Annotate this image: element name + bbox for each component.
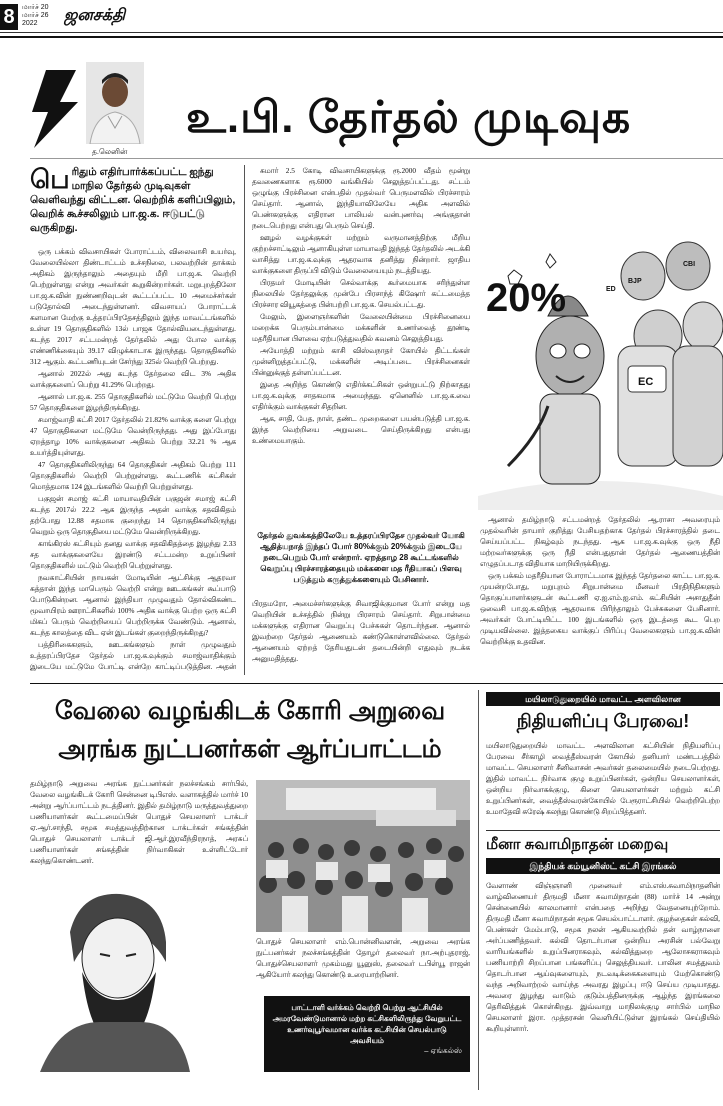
news3-body: வேளாண் விஞ்ஞானி முனைவர் எம்.எஸ்.சுவாமிநாதனின் வாழ்விணையர் திருமதி மீனா சுவாமிநாதன் (88) மார்ச் 14 அன்று சென்னையில் காலமானார் என்பதை அறிந்து வேதனையுற்றோம். திருமதி மீனா சுவாமிநாதன் சமூக செயல்பாட்டாளர். குழந்தைகள் கல்வி, பெண்கள் மேம்பாடு, சமூக நலன் ஆகியவற்றில் தன் வாழ்நாளை அர்ப்பணித்தவர். கல்வி தொடர்பான ஒன்றிய அரசின் பல்வேறு வாரியங்களில் உறுப்பினராகவும், கல்வித்துறை ஆலோசகராகவும் பணியாற்றி சிறப்பான பங்களிப்பு செலுத்தியவர். பாலின சமத்துவம் தொடர்பான ஆய்வுகளையும், நடவடிக்கைகளையும் மேற்கொண்டு வந்த அறிவாற்றல் வாய்ந்த அவரது இழப்பு ஈடு செய்ய முடியாதது. அவரை இழந்து வாடும் குடும்பத்தினருக்கு ஆழ்ந்த இரங்கலை தெரிவித்துக் கொள்கிறது. இவ்வாறு மாநிலக்குழு சார்பில் மாநில செயலாளர் இரா. முத்தரசன் வெளியிட்டுள்ள இரங்கல் செய்தியில் கூறியுள்ளார். [486, 881, 720, 1033]
lightning-bolt-icon [28, 68, 84, 150]
issue-date [22, 4, 60, 28]
col1-paragraph: காங்கிரஸ் கட்சியும் தனது வாக்கு சதவிகிதத்தை இழந்து 2.33 சத வாக்குகளையே இரண்டு சட்டமன்ற உறுப்பினர் தொகுதிகளில் மட்டும் வெற்றி பெற்றுள்ளது. [30, 539, 236, 570]
lead-column-1 [30, 246, 236, 674]
lightning-logo [28, 68, 84, 150]
engels-quote: பாட்டாளி வர்க்கம் வெற்றி பெற்று ஆட்சியில் அமரவேண்டுமானால் மற்ற கட்சிகளிலிருந்து வேறுபட்ட உணர்வுபூர்வமான வர்க்க கட்சியின் செயல்பாடு அவசியம் [272, 1003, 462, 1045]
news2-body: மயிலாடுதுறையில் மாவட்ட அளவிலான கட்சியின் நிதியளிப்பு பேரவை சீர்காழி வைத்தீஸ்வரன் கோயில் தனியார் மண்டபத்தில் மாவட்ட செயலாளர் சீனிவாசன் அவர்கள் தலைமையில் நடைபெற்றது. இதில் மாவட்ட நிர்வாக குழு உறுப்பினர்கள், ஒன்றிய செயலாளர்கள், ஒன்றிய நிர்வாகக்குழு, கிளை செயலாளர்கள் மற்றும் கட்சி உறுப்பினர்கள், வைத்தீஸ்வரன்கோயில் பேரூராட்சியில் வெற்றிபெற்ற உமாதேவி சுரேஷ் கலந்து கொண்டு சிறப்பித்தனர். [486, 741, 720, 816]
news1-headline-1: வேலை வழங்கிடக் கோரி அறுவை [54, 697, 446, 725]
cartoon-label-bjp: BJP [628, 278, 642, 285]
intro-text: ரிதும் எதிர்பார்க்கப்பட்ட ஐந்து மாநில தேர்தல் முடிவுகள் வெளிவந்து விட்டன. வெற்றிக் களிப்பிலும், வெறிக் கூச்சலிலும் பா.ஜ.க. ஈடுபட்டு வருகிறது. [30, 166, 236, 234]
pull-quote: தேர்தல் துவக்கத்திலேயே உத்தரப்பிரதேச முதல்வர் யோகி ஆதித்யநாத் இந்தப் போர் 80%க்கும் 20%க்கும் இடையே நடைபெறும் போர் என்றார். ஏறத்தாழ 28 கூட்டங்களில் வெறுப்பு பிரச்சாரத்தையும் மக்களை மத ரீதியாகப் பிளவு படுத்தும் கருத்துக்களையும் பேசினார். [257, 531, 465, 584]
date-line-2: மார்ச் 26 [22, 12, 49, 19]
news3-rule [486, 830, 720, 831]
lead-header-rule [30, 158, 723, 159]
engels-attribution: – ஏங்கல்ஸ் [424, 1046, 462, 1055]
col2-paragraph: அயோத்தி மற்றும் காசி விஸ்வநாதர் கோயில் திட்டங்கள் முன்னிறுத்தப்பட்டு, மக்களின் அடிப்படை பிரச்சினைகள் பின்னுக்குத் தள்ளப்பட்டன. [252, 346, 470, 377]
col2-paragraph: சுமார் 2.5 கோடி விவசாயிகளுக்கு ரூ.2000 வீதம் மூன்று தவணைகளாக ரூ.6000 வங்கியில் செலுத்தப்பட்டது. சட்டம் ஒழுங்கு பிரச்சினை என்பதில் முதல்வர் பெருமளவில் பிரச்சாரம் செய்தார். ஆனால், இந்தியாவிலேயே அதிக அளவில் பெண்களுக்கு எதிரான பாலியல் வன்புணர்வு அங்குதான் நடைபெற்றது என்பது பெரும் செய்தி. [252, 166, 470, 230]
lead-column-2-continued: பிரதமரோ, அமைச்சர்களுக்கு சிவாஜிக்குமான போர் என்று மத வெறியின் உச்சத்தில் நின்று பிரசாரம் செய்தார். சிறுபான்மை மக்களுக்கு எதிரான வெறுப்பு பேச்சுகள் தொடர்ந்தன. ஆனால் இவற்றை தேர்தல் ஆணையம் கண்டுகொள்ளவில்லை. தேர்தல் ஆணையம் ஏற்றத் தேரியதுடன் தடையின்றி எதுவும் நடக்க அனுமதித்தது. [252, 599, 470, 663]
masthead-rule [0, 32, 723, 33]
cartoon-illustration-icon [478, 166, 723, 510]
cartoon-label-ec: EC [638, 376, 654, 388]
section-rule [30, 683, 723, 684]
col1-paragraph: ஒரு பக்கம் விவசாயிகள் போராட்டம், விலைவாசி உயர்வு, வேலையில்லா திண்டாட்டம் உச்சநிலை, பலவற்றின் தாக்கம் அதிகம் இருந்தாலும் அதையும் மீறி பா.ஜ.க. வெற்றி பெற்றுள்ளது என்று அவர்கள் கூறுகின்றார்கள். மறுபுறத்திலோ பா.ஜ.க.வின் நுண்ணறிவுடன் கூட்டப்பட்ட 10 அமைச்சர்கள் படுதோல்வி அடைந்துள்ளனர். விவசாயப் போராட்டக் களமான மேற்கு உத்தரப்பிரதேசத்திலும் இந்த மாவட்டங்களில் உள்ள 19 தொகுதிகளில் 13ல் பாஜக தோல்வியடைந்துள்ளது. கடந்த 2017 சட்டமன்றத் தேர்தலில் அது போல வாக்கு எண்ணிக்கையும் 39.17 விழுக்காடாக இருந்தது. தொகுதிகளில் 312 ஆகும். கூட்டணியுடன் சேர்ந்து 325ல் வெற்றி பெற்றது. [30, 247, 236, 366]
col1-paragraph: ஆனால் 2022ல் அது கடந்த தேர்தலை விட 3% அதிக வாக்குகளைப் பெற்று 41.29% பெற்றது. [30, 369, 236, 389]
lead-column-3 [480, 514, 720, 674]
col1-paragraph: பத்திரிகைகளும், ஊடகங்களும் நாள் முழுவதும் உத்தரப்பிரதேச தேர்தல் பா.ஜ.க.வுக்கும் சமாஜ்வாதிக்கும் இடையே மட்டுமே போட்டி என்றே காட்டிப்படுத்தின. அதன் [30, 640, 236, 671]
col2-paragraph: ஊழல் வழக்குகள் மற்றும் வருமானத்திற்கு மீறிய குற்றச்சாட்டிலும் ஆளாகியுள்ள மாயாவதி இந்தத் தேர்தலில் அடக்கி வாசித்து பா.ஜ.க.வுக்கு ஆதரவாக தனித்து நின்றார். ஜாதிய வாக்குகளை திருப்பி விடும் வேலையையும் நடத்தியது. [252, 233, 470, 275]
news1-headline-2: அரங்க நுட்பனர்கள் ஆர்ப்பாட்டம் [58, 735, 442, 763]
protest-photo-icon [256, 780, 470, 932]
editorial-cartoon [478, 166, 723, 510]
lead-headline: உ.பி. தேர்தல் முடிவுக [186, 93, 632, 142]
paper-name: ஜனசக்தி [64, 7, 126, 24]
masthead-rule-bottom [0, 36, 723, 38]
date-line-1: மார்ச் 20 [22, 4, 49, 11]
masthead [0, 0, 723, 56]
news3-subhead: இந்தியக் கம்யூனிஸ்ட் கட்சி இரங்கல் [486, 858, 720, 874]
col2-paragraph: இதை அறிந்த கொண்டு எதிர்க்கட்சிகள் ஒன்றுபட்டு நிற்காதது பா.ஜ.க.வுக்கு சாதகமாக அமைந்தது. ஏனெனில் பா.ஜ.க.வை எதிர்க்கும் வாக்குகள் சிதறின. [252, 380, 470, 411]
author-photo [86, 62, 144, 144]
date-line-3: 2022 [22, 20, 38, 27]
col2-paragraph: ஆக, சாதி, பேத, நாள், தண்ட முறைகளை பயன்படுத்தி பா.ஜ.க. இந்த வெற்றியை அறுவடை செய்திருக்கிறது என்பது உண்மையாகும். [252, 414, 470, 445]
column-divider [244, 165, 245, 675]
news2-kicker: மயிலாடுதுறையில் மாவட்ட அளவிலான [486, 692, 720, 706]
news3-headline: மீனா சுவாமிநாதன் மறைவு [486, 836, 669, 853]
cartoon-label-ed: ED [606, 286, 616, 293]
engels-quote-box [264, 996, 470, 1072]
author-portrait-icon [86, 62, 144, 144]
col1-paragraph: பகுஜன் சமாஜ் கட்சி மாயாவதியின் பகுஜன் சமாஜ் கட்சி கடந்த 2017ல் 22.2 ஆக இருந்த அதன் வாக்கு சதவிகிதம் தற்போது 12.88 சதமாக குறைந்து 14 தொகுதிகளிலிருந்து வெறும் ஒரு தொகுதியை மட்டுமே வென்றிருக்கிறது. [30, 494, 236, 536]
lead-intro [30, 165, 236, 243]
col2-paragraph: மேலும், இளைஞர்களின் வேலையின்மை பிரச்சினையை மறைக்க பெரும்பான்மை மக்களின் உணர்வைத் தூண்டி மதரீதியான பிளவை ஏற்படுத்துவதில் கவனம் செலுத்தியது. [252, 312, 470, 343]
news1-photo-caption: பொதுச் செயலாளர் எம்.பொன்னிவளன், அறுவை அரங்க நுட்பனர்கள் நலச்சங்கத்தின் தோழர் தலைவர் நா.அற்புதராஜ், பொதுச்செயலாளர் முகம்மது யூனுஸ், தலைவர் டபிள்யூ ராஜன் ஆகியோர் கலந்து கொண்டு உரையாற்றினர். [256, 937, 470, 979]
cartoon-percent-label: 20% [486, 276, 567, 320]
column-divider [478, 690, 479, 1090]
engels-portrait-icon [30, 872, 198, 1072]
col1-paragraph: 47 தொகுதிகளிலிருந்து 64 தொகுதிகள் அதிகம் பெற்று 111 தொகுதிகளில் வெற்றி பெற்றுள்ளது. கூட்டணிக் கட்சிகள் மொத்தமாக 124 இடங்களில் வெற்றி பெற்றுள்ளது. [30, 460, 236, 491]
author-name: த.லெனின் [92, 147, 128, 156]
news1-body: தமிழ்நாடு அறுவை அரங்க நுட்பனர்கள் நலச்சங்கம் சார்பில், வேலை வழங்கிடக் கோரி சென்னை டிபிஎஸ். வளாகத்தில் மார்ச் 10 அன்று ஆர்ப்பாட்டம் நடத்தினர். இதில் தமிழ்நாடு மருத்துவத்துறை பணியாளர்கள் கூட்டமைப்பின் பொதுச் செயலாளர் டாக்டர் ஏ.ஆர்.சாந்தி, சமூக சமத்துவத்திற்கான டாக்டர்கள் சங்கத்தின் பொதுச் செயலாளர் டாக்டர் ஜி.ஆர்.இரவீந்திரநாத், அரசுப் பணியாளர்கள் சங்கத்தின் நிர்வாகிகள் உள்ளிட்டோர் கலந்துகொண்டனர். [30, 779, 248, 865]
col1-paragraph: சமாஜ்வாதி கட்சி 2017 தேர்தலில் 21.82% வாக்கு களை பெற்று 47 தொகுதிகளை மட்டுமே வென்றிருந்தது. அது இப்போது ஏறத்தாழ 10% வாக்குகளை அதிகம் பெற்று 32.21 % ஆக உயர்த்தியுள்ளது. [30, 415, 236, 457]
col1-paragraph: நவகாட்சியின் நாயகன் மோடியின் ஆட்சிக்கு ஆதரவா கத்தான் இந்த மாபெரும் வெற்றி என்று ஊடகங்கள் கூப்பாடு போடுகின்றன. ஆனால் இந்தியா முழுவதும் தோல்விகண்ட மூவாயிரம் ஊராட்சிகளில் 100% அதிக வாக்கு பெற்ற ஒரு கட்சி மிகப் பெரும் வெற்றியைப் பெற்றிருக்க வேண்டும். ஆனால், கடந்த காலத்தை விட ஏன் இடங்கள் குறைந்திருக்கிறது? [30, 573, 236, 637]
lead-column-2 [252, 165, 470, 527]
news2-headline: நிதியளிப்பு பேரவை! [516, 711, 690, 731]
col3-paragraph: ஆனால் தமிழ்நாடு சட்டமன்றத் தேர்தலில் ஆ.ராசா அவரையும் முதல்வரின் தாயார் குறித்து பேசியதற்காக தேர்தல் பிரச்சாரத்தில் தடை செய்யப்பட்ட நிகழ்வும் நடந்தது. ஆக பா.ஜ.க.வுக்கு ஒரு நீதி மற்றவர்களுக்கு ஒரு நீதி என்பதுதான் தேர்தல் ஆணையத்தின் எழுதப்படாத விதியாக மாறியிருக்கிறது. [480, 515, 720, 568]
page-number: 8 [0, 4, 18, 30]
intro-dropcap: பெ [30, 165, 70, 194]
col2-paragraph: பிரதமர் மோடியின் செல்வாக்கு கூர்மையாக சரிந்துள்ள நிலையில் தேர்தலுக்கு முன்பே பிரசாந்த் கிஷோர் கட்டமைத்த பிரச்சார வியூகத்தை பின்பற்றி பா.ஜ.க. செயல்பட்டது. [252, 278, 470, 309]
cartoon-label-cbi: CBI [683, 261, 696, 268]
col3-paragraph: ஒரு பக்கம் மதரீதியான போராட்டமாக இந்தத் தேர்தலை காட்ட பா.ஜ.க. முயன்றபோது, மறுபுறம் சிறுபான்மை மீனவர் பிரதிநிதிகளும் தொகுப்பாளர்களுடன் கூட்டணி ஏ.ஐ.எம்.ஐ.எம். கட்சியின் அசாதுதீன் ஒவைசி பா.ஜ.க.விற்கு ஆதரவாக பிரிந்தாலும் பேச்சுகளை பேசினார். அவர்கள் போட்டியிட்ட 100 இடங்களில் ஒரு இடத்தை கூட பெற முடியவில்லை. இத்தகைய வாக்குப் பிரிப்பு வேலைகளும் பா.ஜ.க.வின் வெற்றிக்கு உதவின. [480, 571, 720, 646]
engels-portrait [30, 872, 198, 1072]
col1-paragraph: ஆனால் பா.ஜ.க. 255 தொகுதிகளில் மட்டுமே வெற்றி பெற்று 57 தொகுதிகளை இழந்திருக்கிறது. [30, 392, 236, 412]
news1-photo [256, 780, 470, 932]
